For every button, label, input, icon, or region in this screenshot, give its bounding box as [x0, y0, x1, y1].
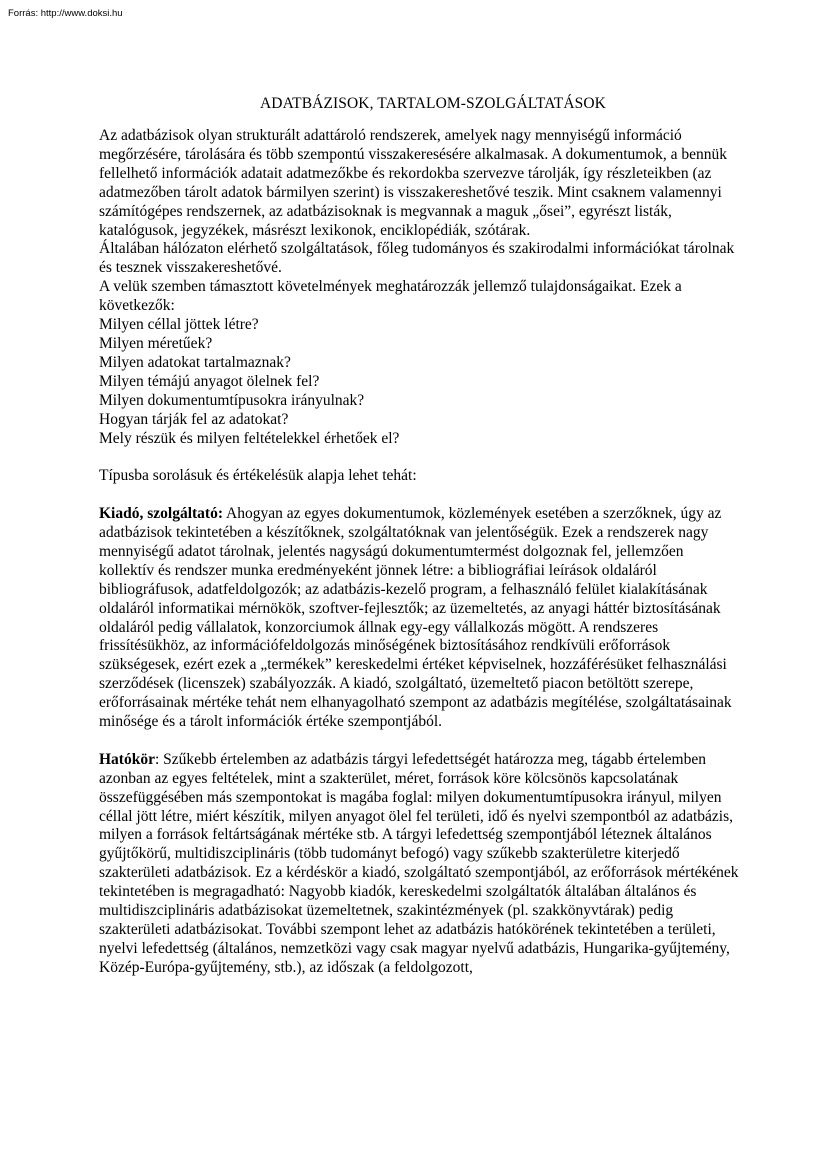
- section-scope-text: : Szűkebb értelemben az adatbázis tárgyi lefedettségét határozza meg, tágabb értelemben azonban az egyes feltételek, mint a szakterület, méret, források köre kölcsönös kapcsolatának összefüggésében más szempontokat is magába foglal: milyen dokumentumtípusokra irányul, milyen céllal jött létre, miért készítik, milyen anyagot ölel fel területi, idő és nyelvi szempontból az adatbázis, milyen a források feltártságának mértéke stb. A tárgyi lefedettség szempontjából léteznek általános gyűjtőkörű, multidiszciplináris (több tudományt befogó) vagy szűkebb szakterületre kiterjedő szakterületi adatbázisok. Ez a kérdéskör a kiadó, szolgáltató szempontjából, az erőforrások mértékének tekintetében is megragadható: Nagyobb kiadók, kereskedelmi szolgáltatók általában általános és multidiszciplináris adatbázisokat üzemeltetnek, szakintézmények (pl. szakkönyvtárak) pedig szakterületi adatbázisokat. További szempont lehet az adatbázis hatókörének tekintetében a területi, nyelvi lefedettség (általános, nemzetközi vagy csak magyar nyelvű adatbázis, Hungarika-gyűjtemény, Közép-Európa-gyűjtemény, stb.), az időszak (a feldolgozott,: [99, 750, 739, 976]
- document-page: [99, 95, 739, 978]
- source-label: Forrás:: [8, 8, 39, 19]
- spacer: [99, 448, 739, 467]
- section-publisher-text: Ahogyan az egyes dokumentumok, közlemények esetében a szerzőknek, úgy az adatbázisok tekintetében a készítőknek, szolgáltatóknak van jelentőségük. Ezek a rendszerek nagy mennyiségű adatot tárolnak, jelentés nagyságú dokumentumtermést dolgoznak fel, jellemzően kollektív és rendszer munka eredményeként jönnek létre: a bibliográfiai leírások oldaláról bibliográfusok, adatfeldolgozók; az adatbázis-kezelő program, a felhasználó felület kialakításának oldaláról informatikai mérnökök, szoftver-fejlesztők; az üzemeltetés, az anyagi háttér biztosításának oldaláról pedig vállalatok, konzorciumok állnak egy-egy vállalkozás mögött. A rendszeres frissítésükhöz, az információfeldolgozás minőségének biztosításához rendkívüli erőforrások szükségesek, ezért ezek a „termékek” kereskedelmi értéket képviselnek, hozzáférésüket felhasználási szerződések (licenszek) szabályozzák. A kiadó, szolgáltató, üzemeltető piacon betöltött szerepe, erőforrásainak mértéke tehát nem elhanyagolható szempont az adatbázis megítélése, szolgáltatásainak minősége és a tárolt információk értéke szempontjából.: [99, 505, 732, 731]
- intro-paragraph-3: A velük szemben támasztott követelmények meghatározzák jellemző tulajdonságaikat. Ezek a következők:: [99, 278, 682, 315]
- section-publisher-heading: Kiadó, szolgáltató:: [99, 505, 223, 523]
- question-6: Hogyan tárják fel az adatokat?: [99, 410, 289, 428]
- intro-paragraph-2: Általában hálózaton elérhető szolgáltatások, főleg tudományos és szakirodalmi információkat tárolnak és tesznek visszakereshetővé.: [99, 240, 735, 277]
- question-4: Milyen témájú anyagot ölelnek fel?: [99, 372, 320, 390]
- question-3: Milyen adatokat tartalmaznak?: [99, 353, 291, 371]
- source-link[interactable]: http://www.doksi.hu: [40, 8, 123, 19]
- question-5: Milyen dokumentumtípusokra irányulnak?: [99, 391, 365, 409]
- intro-paragraph-1: Az adatbázisok olyan strukturált adattároló rendszerek, amelyek nagy mennyiségű információ megőrzésére, tárolására és több szempontú visszakeresésére alkalmasak. A dokumentumok, a bennük fellelhető információk adatait adatmezőkbe és rekordokba szervezve tárolják, így részleteikben (az adatmezőben tárolt adatok bármilyen szerint) is visszakereshetővé teszik. Mint csaknem valamennyi számítógépes rendszernek, az adatbázisoknak is megvannak a maguk „ősei”, egyrészt listák, katalógusok, jegyzékek, másrészt lexikonok, enciklopédiák, szótárak.: [99, 127, 727, 239]
- document-title: ADATBÁZISOK, TARTALOM-SZOLGÁLTATÁSOK: [260, 95, 606, 112]
- section-scope: [99, 751, 739, 978]
- section-publisher: [99, 505, 739, 732]
- spacer: [99, 732, 739, 751]
- question-2: Milyen méretűek?: [99, 334, 213, 352]
- question-1: Milyen céllal jöttek létre?: [99, 316, 259, 334]
- source-note: [8, 8, 123, 19]
- spacer: [99, 486, 739, 505]
- typing-intro: Típusba sorolásuk és értékelésük alapja lehet tehát:: [99, 467, 417, 485]
- section-scope-heading: Hatókör: [99, 750, 155, 768]
- question-7: Mely részük és milyen feltételekkel érhetőek el?: [99, 429, 400, 447]
